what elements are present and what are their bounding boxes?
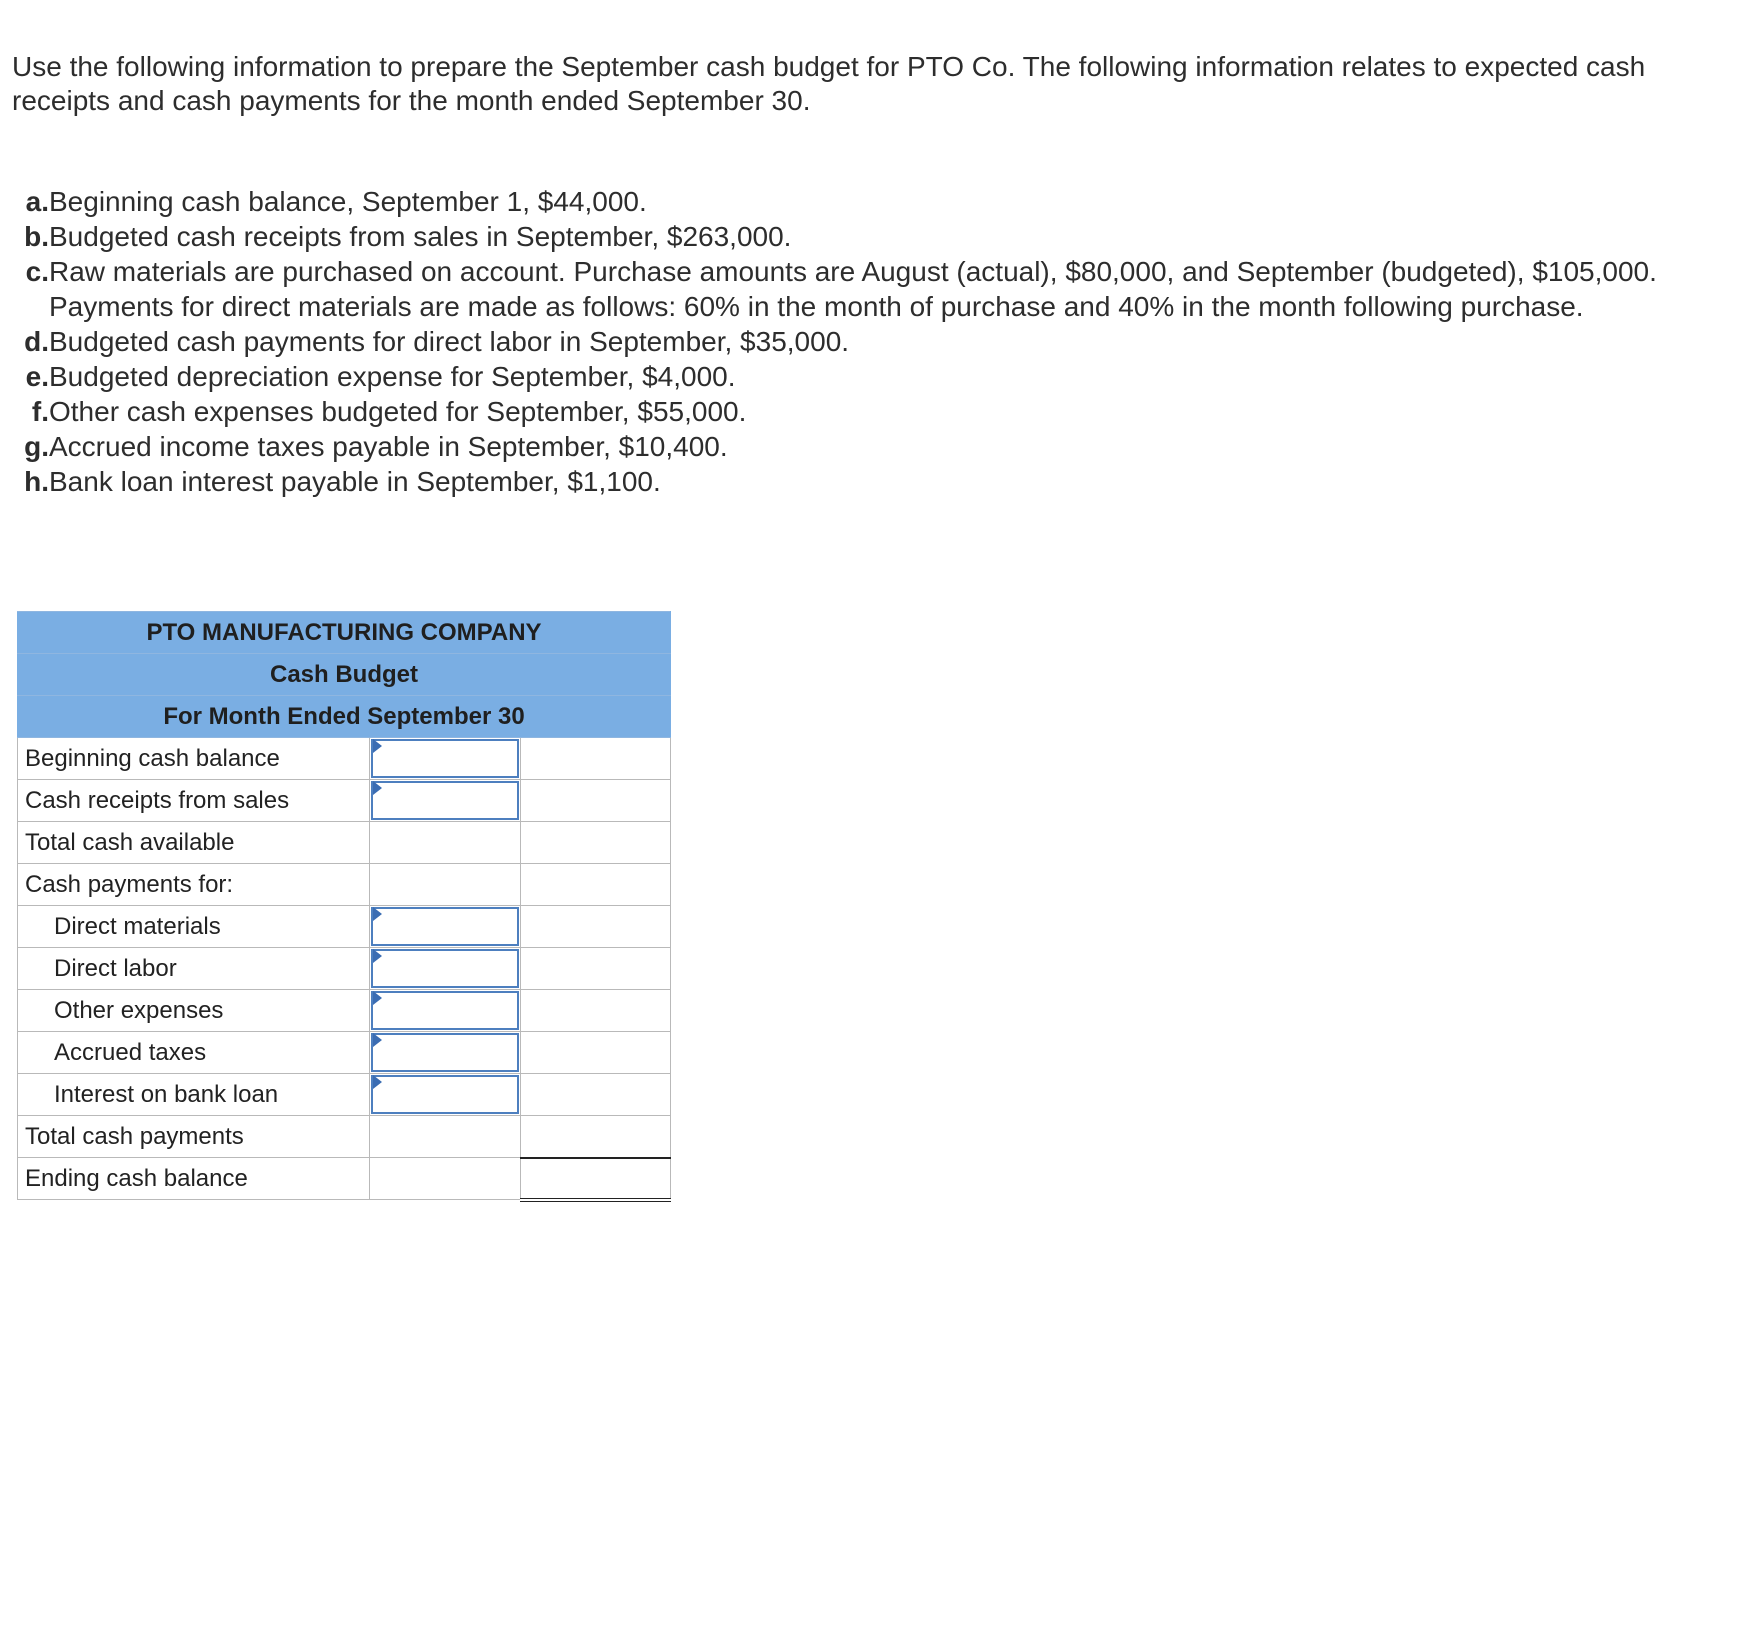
fact-label: d. [24, 326, 49, 357]
fact-label: a. [25, 186, 49, 217]
fact-label: h. [24, 466, 49, 497]
table-row [18, 738, 671, 780]
fact-label: e. [25, 361, 49, 392]
company-name: PTO MANUFACTURING COMPANY [18, 612, 671, 654]
fact-label: c. [25, 256, 49, 287]
row-label-direct-materials: Direct materials [18, 906, 370, 948]
budget-title: Cash Budget [18, 654, 671, 696]
fact-item [16, 359, 1736, 394]
fact-label: g. [24, 431, 49, 462]
fact-item [16, 254, 1736, 324]
amount-cell [369, 738, 521, 780]
fact-item [16, 464, 1736, 499]
row-label-beginning-cash: Beginning cash balance [18, 738, 370, 780]
fact-item [16, 219, 1736, 254]
facts-list [16, 184, 1736, 499]
total-cell [521, 1074, 671, 1116]
table-row [18, 948, 671, 990]
ending-total-cell [521, 1158, 671, 1200]
total-cell [521, 864, 671, 906]
amount-cell [369, 822, 521, 864]
row-label-cash-payments-for: Cash payments for: [18, 864, 370, 906]
total-cell [521, 990, 671, 1032]
row-label-direct-labor: Direct labor [18, 948, 370, 990]
input-marker-icon [373, 1033, 382, 1047]
fact-item [16, 394, 1736, 429]
fact-text: Other cash expenses budgeted for September, $55,000. [49, 396, 747, 427]
other-expenses-input[interactable] [371, 991, 520, 1030]
fact-text: Budgeted depreciation expense for September, $4,000. [49, 361, 736, 392]
fact-text: Bank loan interest payable in September, $1,100. [49, 466, 661, 497]
fact-item [16, 324, 1736, 359]
table-row [18, 1074, 671, 1116]
row-label-other-expenses: Other expenses [18, 990, 370, 1032]
table-row [18, 1116, 671, 1158]
amount-cell [369, 1032, 521, 1074]
input-marker-icon [373, 739, 382, 753]
cash-budget-table [17, 611, 671, 1202]
beginning-cash-input[interactable] [371, 739, 520, 778]
table-row [18, 906, 671, 948]
input-marker-icon [373, 1075, 382, 1089]
budget-header-row [18, 654, 671, 696]
table-row [18, 864, 671, 906]
row-label-cash-receipts: Cash receipts from sales [18, 780, 370, 822]
total-cell [521, 738, 671, 780]
cash-receipts-input[interactable] [371, 781, 520, 820]
fact-label: b. [24, 221, 49, 252]
table-row [18, 1032, 671, 1074]
direct-labor-input[interactable] [371, 949, 520, 988]
amount-cell [369, 1158, 521, 1200]
fact-item [16, 429, 1736, 464]
budget-header-row [18, 612, 671, 654]
row-label-total-cash-payments: Total cash payments [18, 1116, 370, 1158]
row-label-interest-bank-loan: Interest on bank loan [18, 1074, 370, 1116]
input-marker-icon [373, 991, 382, 1005]
amount-cell [369, 1074, 521, 1116]
total-cell [521, 1032, 671, 1074]
table-row [18, 1158, 671, 1200]
direct-materials-input[interactable] [371, 907, 520, 946]
total-cell [521, 780, 671, 822]
row-label-total-cash-available: Total cash available [18, 822, 370, 864]
fact-text: Accrued income taxes payable in September, $10,400. [49, 431, 728, 462]
problem-intro: Use the following information to prepare the September cash budget for PTO Co. The following information relates to expected cash receipts and cash payments for the month ended September 30. [12, 51, 1646, 116]
interest-bank-loan-input[interactable] [371, 1075, 520, 1114]
fact-text: Raw materials are purchased on account. Purchase amounts are August (actual), $80,000, and September (budgeted), $105,000. Payments for direct materials are made as follows: 60% in the month of purchase and 40% in the month following purchase. [49, 256, 1657, 322]
fact-text: Budgeted cash payments for direct labor in September, $35,000. [49, 326, 850, 357]
fact-label: f. [31, 396, 49, 427]
amount-cell [369, 906, 521, 948]
budget-header-row [18, 696, 671, 738]
amount-cell [369, 1116, 521, 1158]
budget-period: For Month Ended September 30 [18, 696, 671, 738]
amount-cell [369, 948, 521, 990]
total-cell [521, 948, 671, 990]
fact-text: Beginning cash balance, September 1, $44,000. [49, 186, 647, 217]
accrued-taxes-input[interactable] [371, 1033, 520, 1072]
row-label-accrued-taxes: Accrued taxes [18, 1032, 370, 1074]
amount-cell [369, 864, 521, 906]
total-cell [521, 1116, 671, 1158]
fact-item [16, 184, 1736, 219]
table-row [18, 990, 671, 1032]
total-cell [521, 906, 671, 948]
row-label-ending-cash-balance: Ending cash balance [18, 1158, 370, 1200]
input-marker-icon [373, 781, 382, 795]
input-marker-icon [373, 949, 382, 963]
amount-cell [369, 780, 521, 822]
table-row [18, 822, 671, 864]
total-cell [521, 822, 671, 864]
input-marker-icon [373, 907, 382, 921]
table-row [18, 780, 671, 822]
fact-text: Budgeted cash receipts from sales in September, $263,000. [49, 221, 792, 252]
amount-cell [369, 990, 521, 1032]
